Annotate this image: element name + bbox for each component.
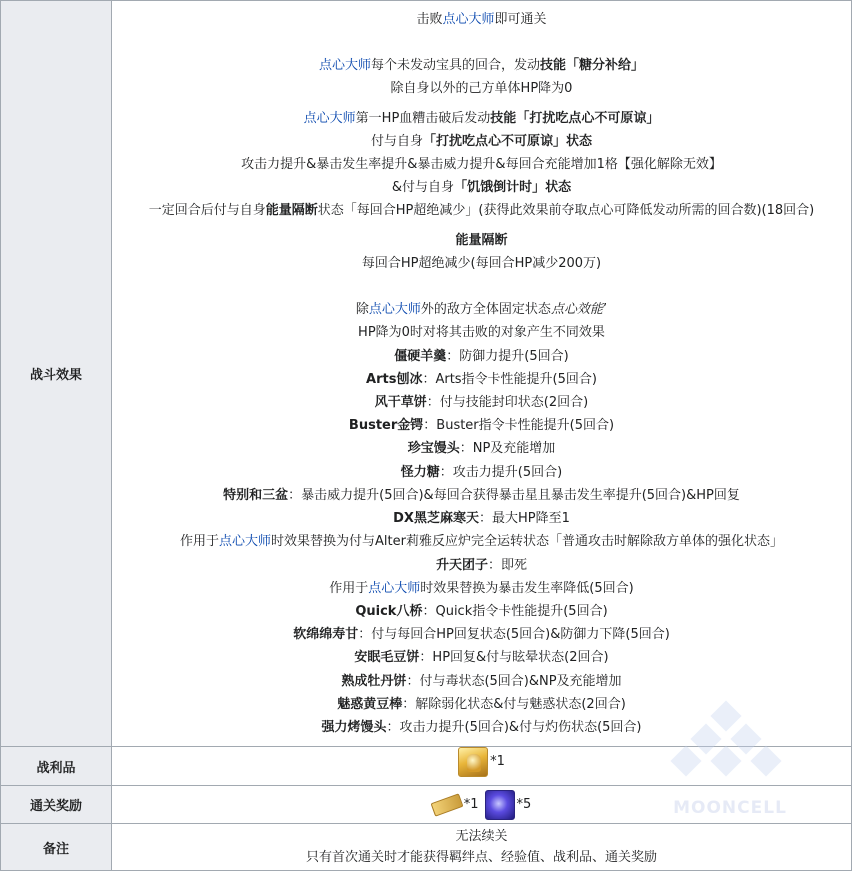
- boss-link[interactable]: 点心大师: [442, 11, 495, 27]
- skill2-give: 付与自身「打扰吃点心不可原谅」状态: [370, 133, 593, 149]
- reward-qty-1: *1: [463, 796, 479, 812]
- clear-condition: 击败点心大师即可通关: [416, 11, 547, 27]
- snack-item: DX黑芝麻寒天：最大HP降至1: [393, 511, 570, 527]
- notes-line: 无法续关: [455, 829, 508, 845]
- boss-link[interactable]: 点心大师: [219, 534, 272, 550]
- gold-statue-icon[interactable]: [458, 747, 488, 777]
- loot-qty: *1: [490, 754, 505, 770]
- snack-item: 强力烤馒头：攻击力提升(5回合)&付与灼伤状态(5回合): [321, 719, 642, 735]
- snack-item: Arts刨冰：Arts指令卡性能提升(5回合): [366, 371, 597, 387]
- reward-label: 通关奖励: [1, 786, 112, 824]
- snack-item: 软绵绵寿甘：付与每回合HP回复状态(5回合)&防御力下降(5回合): [293, 627, 670, 643]
- notes-line: 只有首次通关时才能获得羁绊点、经验值、战利品、通关奖励: [305, 850, 657, 866]
- snack-note: 作用于点心大师时效果替换为暴击发生率降低(5回合): [329, 580, 634, 596]
- boss-link[interactable]: 点心大师: [368, 580, 421, 596]
- skill2-effect: 攻击力提升&暴击发生率提升&暴击威力提升&每回合充能增加1格【强化解除无效】: [241, 157, 722, 173]
- boss-link[interactable]: 点心大师: [318, 58, 371, 74]
- skill2-timed: 一定回合后付与自身能量隔断状态「每回合HP超绝减少」(获得此效果前夺取点心可降低发动所需的回合数)(18回合): [148, 203, 815, 219]
- skill2-line: 点心大师第一HP血糟击破后发动技能「打扰吃点心不可原谅」: [303, 110, 660, 126]
- reward-content: [112, 786, 852, 824]
- skill1-line: 点心大师每个未发动宝具的回合，发动技能「糖分补给」: [318, 58, 645, 74]
- energy-title: 能量隔断: [455, 232, 508, 248]
- snack-item: Buster金锷：Buster指令卡性能提升(5回合): [348, 418, 615, 434]
- ticket-icon[interactable]: [430, 793, 463, 816]
- loot-row: [1, 747, 852, 786]
- snack-item: 魅惑黄豆棒：解除弱化状态&付与魅惑状态(2回合): [337, 696, 626, 712]
- skill2-and: &付与自身「饥饿倒计时」状态: [391, 180, 572, 196]
- snack-item: 怪力糖：攻击力提升(5回合): [400, 464, 563, 480]
- snack-note: 作用于点心大师时效果替换为付与Alter莉雅反应炉完全运转状态「普通攻击时解除敌方单体的强化状态」: [180, 534, 783, 550]
- notes-content: [112, 824, 852, 871]
- notes-label: 备注: [1, 824, 112, 871]
- skill1-effect: 除自身以外的己方单体HP降为0: [390, 81, 573, 97]
- snack-item: 珍宝馒头：NP及充能增加: [407, 441, 556, 457]
- snack-intro: 除点心大师外的敌方全体固定状态点心效能’: [355, 302, 608, 318]
- loot-label: 战利品: [1, 747, 112, 786]
- snack-desc: HP降为0时对将其击败的对象产生不同效果: [358, 325, 605, 341]
- crystal-icon[interactable]: [485, 790, 515, 820]
- snack-item: 风干草饼：付与技能封印状态(2回合): [374, 395, 589, 411]
- snack-item: 安眠毛豆饼：HP回复&付与眩晕状态(2回合): [354, 650, 609, 666]
- notes-row: [1, 824, 852, 871]
- snack-item: 特别和三盆：暴击威力提升(5回合)&每回合获得暴击星且暴击发生率提升(5回合)&HP回复: [223, 487, 740, 503]
- reward-qty-2: *5: [516, 796, 532, 812]
- snack-item: Quick八桥：Quick指令卡性能提升(5回合): [355, 603, 608, 619]
- snack-item: 升天团子：即死: [435, 557, 528, 573]
- snack-item: 僵硬羊羹：防御力提升(5回合): [394, 348, 569, 364]
- loot-content: [112, 747, 852, 786]
- reward-row: [1, 786, 852, 824]
- battle-effect-content: [112, 1, 852, 747]
- battle-effect-label: 战斗效果: [1, 1, 112, 747]
- energy-desc: 每回合HP超绝减少(每回合HP减少200万): [361, 255, 602, 271]
- snack-item: 熟成牡丹饼：付与毒状态(5回合)&NP及充能增加: [341, 673, 622, 689]
- boss-link[interactable]: 点心大师: [303, 110, 356, 126]
- battle-effect-row: [1, 1, 852, 747]
- watermark-text: MOONCELL: [673, 798, 787, 818]
- boss-link[interactable]: 点心大师: [368, 302, 421, 318]
